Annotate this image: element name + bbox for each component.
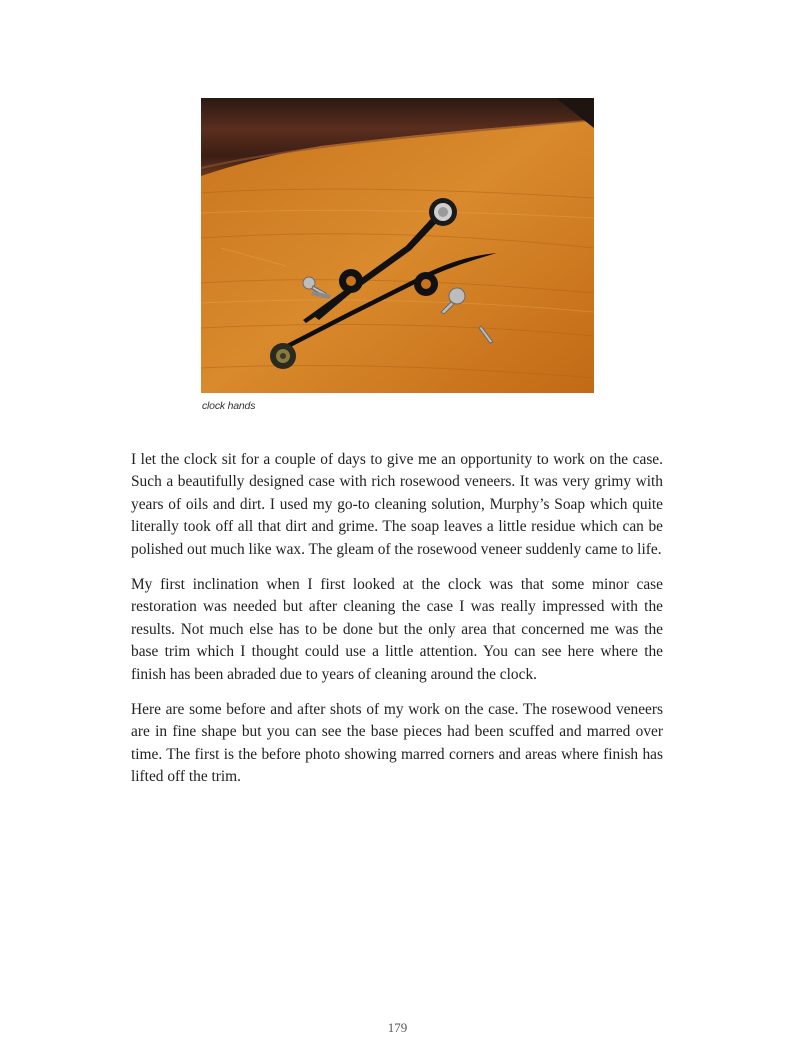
paragraph: My first inclination when I first looked at the clock was that some minor case restoration was needed but after cleaning the case I was really impressed with the results. Not much else has to be done but the only area that concerned me was the base trim which I thought could use a little attention. You can see here where the finish has been abraded due to years of cleaning around the clock. xyxy=(131,576,663,683)
clock-hands-photo xyxy=(201,98,594,393)
article-body xyxy=(131,449,663,802)
paragraph: Here are some before and after shots of my work on the case. The rosewood veneers are in fine shape but you can see the base pieces had been scuffed and marred over time. The first is the before photo showing marred corners and areas where finish has lifted off the trim. xyxy=(131,701,663,786)
page-number: 179 xyxy=(387,1020,408,1035)
figure-caption: clock hands xyxy=(202,400,256,412)
paragraph: I let the clock sit for a couple of days to give me an opportunity to work on the case. Such a beautifully designed case with rich rosewood veneers. It was very grimy with years of oils and dirt. I used my go-to cleaning solution, Murphy’s Soap which quite literally took off all that dirt and grime. The soap leaves a little residue which can be polished out much like wax. The gleam of the rosewood veneer suddenly came to life. xyxy=(131,451,663,558)
